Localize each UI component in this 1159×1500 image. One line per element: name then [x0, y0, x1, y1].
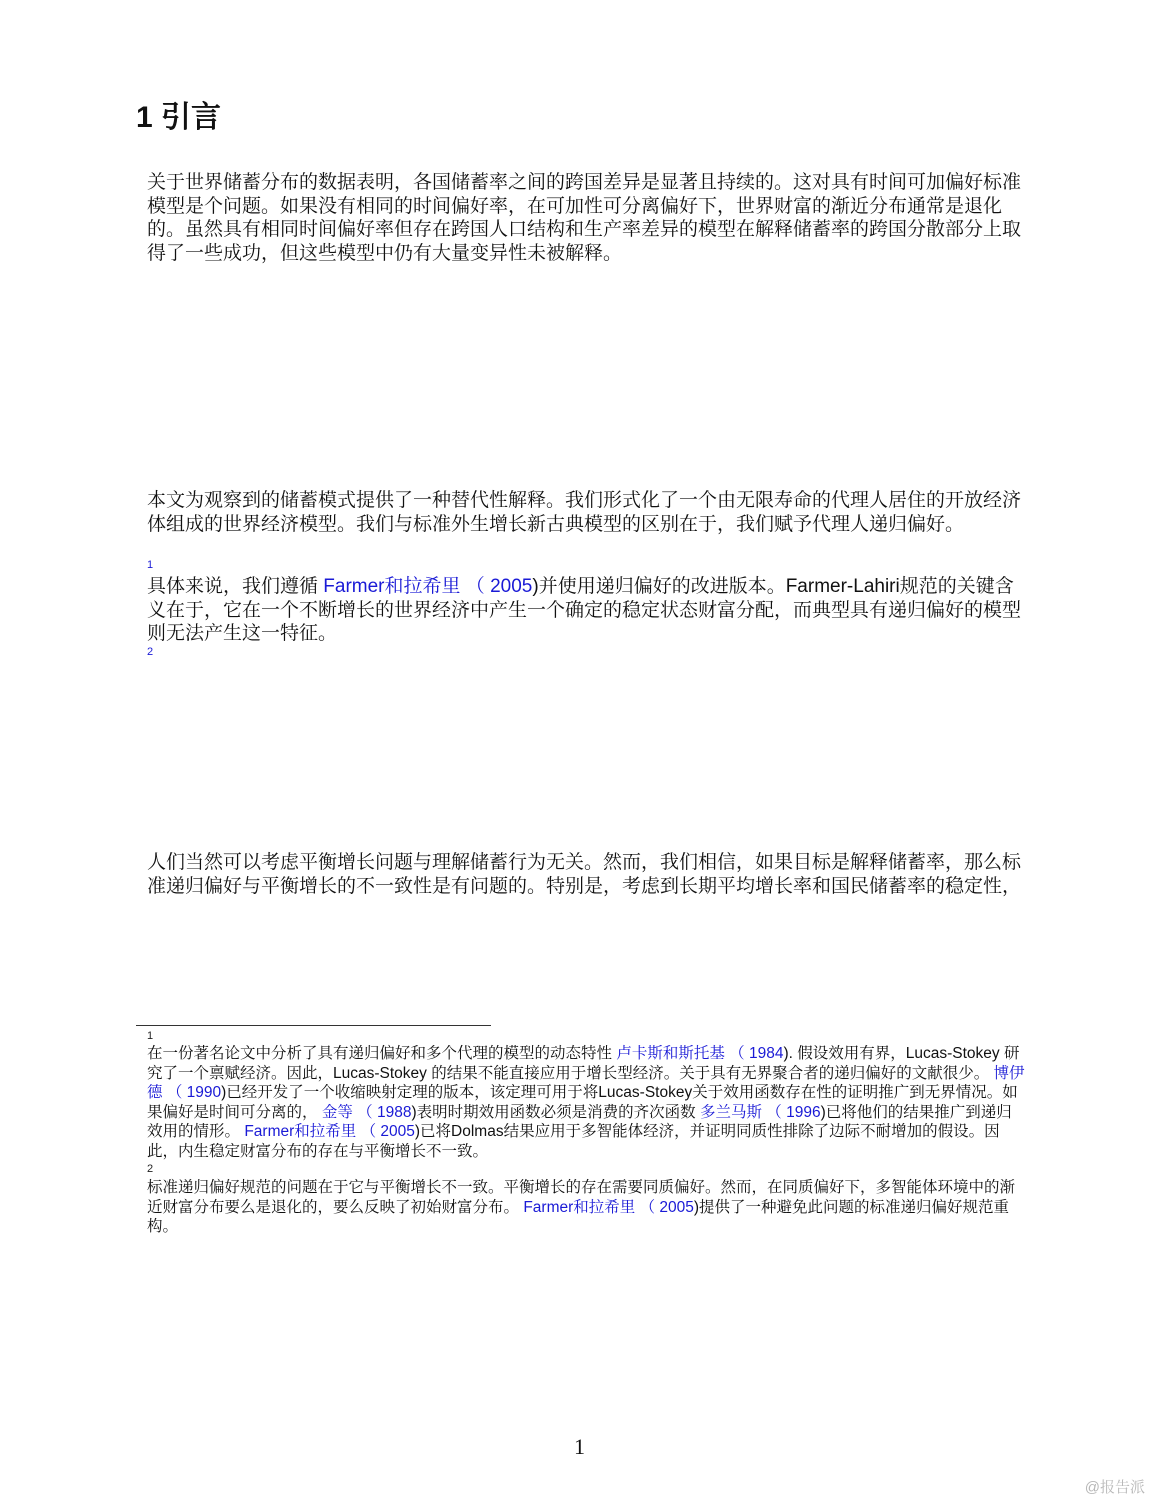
paragraph-1: 关于世界储蓄分布的数据表明，各国储蓄率之间的跨国差异是显著且持续的。这对具有时间可加偏好标准模型是个问题。如果没有相同的时间偏好率，在可加性可分离偏好下，世界财富的渐近分布通常是退化的。虽然具有相同时间偏好率但存在跨国人口结构和生产率差异的模型在解释储蓄率的跨国分散部分上取得了一些成功，但这些模型中仍有大量变异性未被解释。	[147, 172, 1022, 264]
citation-farmer-lahiri-fn1[interactable]: Farmer和拉希里 （ 2005	[244, 1123, 415, 1140]
citation-dolmas[interactable]: 多兰马斯 （ 1996	[699, 1103, 821, 1121]
footnote-ref-1[interactable]: 1	[147, 559, 154, 571]
citation-farmer-lahiri-fn2[interactable]: Farmer和拉希里 （ 2005	[523, 1198, 694, 1216]
section-title: 1 引言	[136, 101, 222, 134]
citation-king-et-al[interactable]: 金等 （ 1988	[321, 1103, 412, 1121]
paragraph-3-text-b: )并使用递归偏好的改进版本。Farmer-Lahiri规范的关键含义在于，它在一个不断增长的世界经济中产生一个确定的稳定状态财富分配，而典型具有递归偏好的模型则无法产生这一特征。	[147, 576, 1022, 644]
footnote-1-mark: 1	[147, 1030, 154, 1042]
citation-farmer-lahiri[interactable]: Farmer和拉希里 （ 2005	[323, 576, 533, 597]
paragraph-3-text-a: 具体来说，我们遵循	[147, 576, 324, 597]
footnote-1: 在一份著名论文中分析了具有递归偏好和多个代理的模型的动态特性 卢卡斯和斯托基 （ 1984). 假设效用有界，Lucas-Stokey 研究了一个禀赋经济。因此，Lucas-Stokey 的结果不能直接应用于增长型经济。关于具有无界聚合者的递归偏好的文献很少。 博伊德 （ 1990)已经开发了一个收缩映射定理的版本，该定理可用于将Lucas-Stokey关于效用函数存在性的证明推广到无界情况。如果偏好是时间可分离的， 金等 （ 1988)表明时期效用函数必须是消费的齐次函数 多兰马斯 （ 1996)已将他们的结果推广到递归效用的情形。 Farmer和拉希里 （ 2005)已将Dolmas结果应用于多智能体经济，并证明同质性排除了边际不耐增加的假设。因此，内生稳定财富分布的存在与平衡增长不一致。	[147, 1045, 1025, 1160]
footnote-divider	[136, 1025, 491, 1026]
page-number: 1	[574, 1434, 585, 1459]
paragraph-3	[147, 575, 1027, 646]
citation-lucas-stokey[interactable]: 卢卡斯和斯托基 （ 1984	[616, 1045, 784, 1062]
citation-boyd[interactable]: 博伊德 （ 1990	[147, 1064, 1025, 1101]
paragraph-4: 人们当然可以考虑平衡增长问题与理解储蓄行为无关。然而，我们相信，如果目标是解释储蓄率，那么标准递归偏好与平衡增长的不一致性是有问题的。特别是，考虑到长期平均增长率和国民储蓄率的稳定性，	[147, 852, 1022, 897]
footnote-ref-2[interactable]: 2	[147, 646, 154, 658]
watermark: @报告派	[1084, 1479, 1145, 1496]
footnote-2: 标准递归偏好规范的问题在于它与平衡增长不一致。平衡增长的存在需要同质偏好。然而，在同质偏好下，多智能体环境中的渐近财富分布要么是退化的，要么反映了初始财富分布。 Farmer和拉希里 （ 2005)提供了一种避免此问题的标准递归偏好规范重构。	[147, 1179, 1016, 1235]
paragraph-2: 本文为观察到的储蓄模式提供了一种替代性解释。我们形式化了一个由无限寿命的代理人居住的开放经济体组成的世界经济模型。我们与标准外生增长新古典模型的区别在于，我们赋予代理人递归偏好。	[147, 490, 1022, 535]
footnote-2-mark: 2	[147, 1163, 154, 1175]
